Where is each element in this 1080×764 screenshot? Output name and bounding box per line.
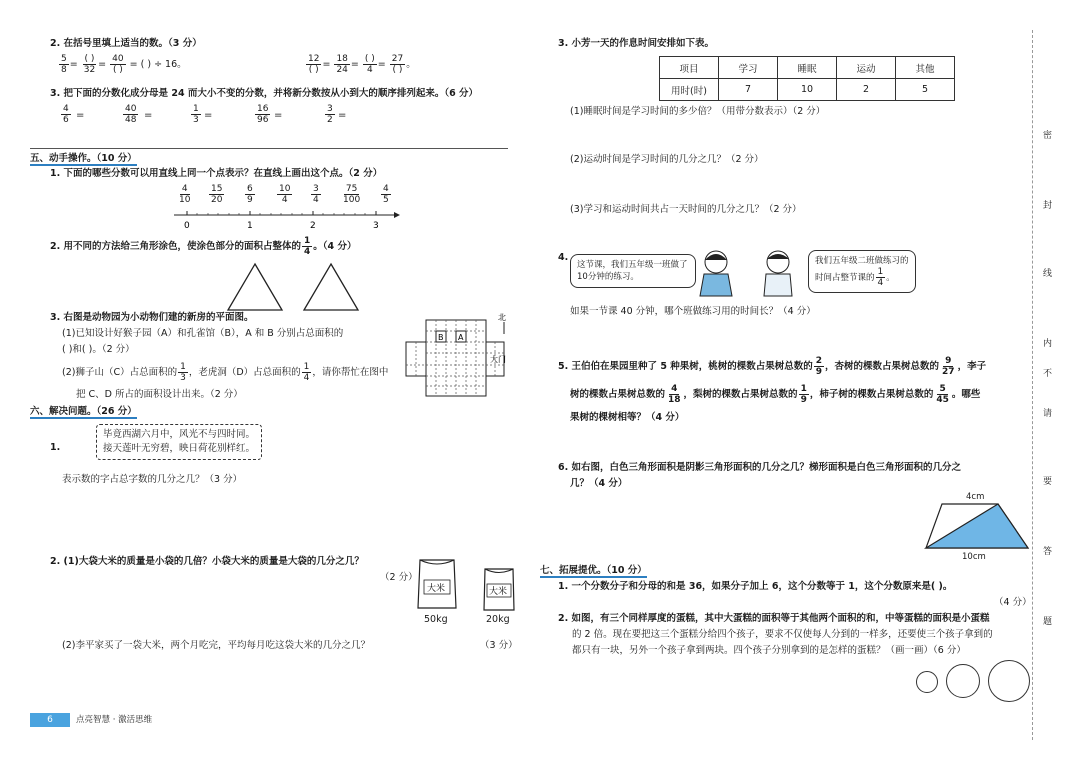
trapezoid-bottom-label: 10cm [962, 552, 986, 562]
table-cell: 其他 [896, 57, 955, 79]
q2-equation-1: $\frac{5}{8}$ = $\frac{( )}{32}$ = $\frac{40}{( )}$ = ( ) ÷ 16。 [61, 54, 187, 75]
tick-2: 2 [310, 221, 316, 231]
r-s7-q2-b: 的 2 倍。现在要把这三个蛋糕分给四个孩子，要求不仅使每人分到的一样多，还要使三个孩子拿到的 [572, 629, 993, 640]
schedule-table [659, 56, 955, 101]
small-bag-label: 大米 [489, 587, 508, 597]
s5-q3-1b: ( )和( )。（2 分） [62, 344, 135, 355]
q2-title: 2. 在括号里填上适当的数。（3 分） [50, 38, 202, 49]
r-q3-3: (3)学习和运动时间共占一天时间的几分之几？（2 分） [570, 204, 802, 215]
s5-q3-1a: (1)已知设计好猴子园（A）和孔雀馆（B），A 和 B 分别占总面积的 [62, 328, 344, 339]
table-cell: 项目 [660, 57, 719, 79]
trapezoid-top-label: 4cm [966, 492, 985, 502]
big-bag-weight: 50kg [424, 614, 448, 625]
table-cell: 运动 [837, 57, 896, 79]
r-s7-q2-a: 2. 如图，有三个同样厚度的蛋糕，其中大蛋糕的面积等于其他两个面积的和，中等蛋糕的面积是小蛋糕 [558, 613, 990, 624]
r-q5-line2: 树的棵数占果树总数的 $\frac{4}{18}$ ，梨树的棵数占果树总数的 $\frac{1}{9}$ ，柿子树的棵数占果树总数的 $\frac{5}{45}$ 。哪些 [570, 384, 981, 405]
side-char: 封 [1043, 201, 1053, 211]
medium-cake-circle [946, 664, 980, 698]
s6-q1-num: 1. [50, 442, 61, 453]
q3-fractions: $\frac{4}{6}$ = $\frac{40}{48}$ = $\frac{1}{3}$ = $\frac{16}{96}$ = $\frac{3}{2}$ = [63, 104, 347, 125]
section-divider [30, 148, 508, 149]
s6-q2-2-points: （3 分） [480, 640, 518, 651]
table-cell: 2 [837, 79, 896, 101]
small-bag-weight: 20kg [486, 614, 510, 625]
zoo-floor-plan [404, 312, 514, 402]
girl-student-illustration [694, 248, 738, 298]
plan-label-b: B [438, 333, 444, 342]
r-q6-line2: 几？（4 分） [570, 478, 628, 489]
s6-q1-question: 表示数的字占总字数的几分之几？（3 分） [62, 474, 243, 485]
footer-brand: 点亮智慧 · 激活思维 [76, 715, 153, 725]
side-char: 线 [1043, 269, 1053, 279]
side-char: 题 [1043, 617, 1053, 627]
q2-equation-2: $\frac{12}{( )}$ = $\frac{18}{24}$ = $\frac{( )}{4}$ = $\frac{27}{( )}$ 。 [308, 54, 416, 75]
poem-box [96, 424, 262, 460]
tick-1: 1 [247, 221, 253, 231]
triangle-2[interactable] [302, 262, 360, 312]
side-char: 不 [1043, 369, 1053, 379]
s6-q2-2: (2)李平家买了一袋大米，两个月吃完，平均每月吃这袋大米的几分之几？ [62, 640, 370, 651]
table-cell: 学习 [719, 57, 778, 79]
speech-bubble-2: 我们五年级二班做练习的时间占整节课的 $\frac{1}{4}$ 。 [808, 250, 916, 293]
s5-q3-2d: 把 C、D 所占的面积设计出来。（2 分） [76, 389, 243, 400]
table-cell: 5 [896, 79, 955, 101]
s5-q1-fractions: $\frac{4}{10}$ $\frac{15}{20}$ $\frac{6}{9}$ $\frac{10}{4}$ $\frac{3}{4}$ $\frac{75}{100}$ $\frac{4}{5}$ [179, 184, 389, 205]
boy-student-illustration [756, 248, 800, 298]
gate-label: 大门 [490, 355, 506, 364]
r-s7-q2-c: 都只有一块，另外一个孩子拿到两块。四个孩子分别拿到的是怎样的蛋糕？（画一画）（6 分） [572, 645, 966, 656]
small-rice-bag [482, 566, 516, 612]
table-row [660, 79, 955, 101]
big-bag-label: 大米 [427, 584, 446, 594]
q3-title: 3. 把下面的分数化成分母是 24 而大小不变的分数，并将新分数按从小到大的顺序排列起来。（6 分） [50, 88, 479, 99]
table-cell: 用时(时) [660, 79, 719, 101]
s5-q2: 2. 用不同的方法给三角形涂色，使涂色部分的面积占整体的 $\frac{1}{4}$ 。（4 分） [50, 236, 357, 257]
big-rice-bag [416, 556, 458, 612]
page-number: 6 [30, 713, 70, 727]
side-char: 答 [1043, 547, 1053, 557]
r-q5-line1: 5. 王伯伯在果园里种了 5 种果树，桃树的棵数占果树总数的 $\frac{2}{9}$ ，杏树的棵数占果树总数的 $\frac{9}{27}$ ，李子 [558, 356, 987, 377]
r-q3-title: 3. 小芳一天的作息时间安排如下表。 [558, 38, 715, 49]
large-cake-circle [988, 660, 1030, 702]
poem-line-2: 接天莲叶无穷碧，映日荷花别样红。 [103, 443, 256, 454]
poem-line-1: 毕竟西湖六月中，风光不与四时同。 [103, 429, 256, 440]
table-row [660, 57, 955, 79]
binding-dashed-line [1032, 30, 1033, 740]
section-5-title: 五、动手操作。（10 分） [30, 153, 137, 164]
r-q4-num: 4. [558, 252, 569, 263]
triangle-1[interactable] [226, 262, 284, 312]
trapezoid-figure [922, 500, 1034, 552]
s5-q3-2: (2)狮子山（C）占总面积的 $\frac{1}{3}$ ，老虎洞（D）占总面积的 $\frac{1}{4}$ ，请你帮忙在图中 [62, 362, 389, 383]
r-q6-line1: 6. 如右图，白色三角形面积是阴影三角形面积的几分之几？梯形面积是白色三角形面积的几分之 [558, 462, 962, 473]
small-cake-circle [916, 671, 938, 693]
speech-bubble-1: 这节课，我们五年级一班做了10分钟的练习。 [570, 254, 696, 288]
north-label: 北 [498, 313, 506, 322]
section-7-title: 七、拓展提优。（10 分） [540, 565, 647, 576]
side-char: 请 [1043, 409, 1053, 419]
s6-q2-1-points: （2 分） [380, 572, 418, 583]
tick-3: 3 [373, 221, 379, 231]
r-q5-line3: 果树的棵树相等？（4 分） [570, 412, 685, 423]
r-q3-1: (1)睡眠时间是学习时间的多少倍？（用带分数表示）（2 分） [570, 106, 826, 117]
table-cell: 7 [719, 79, 778, 101]
side-char: 密 [1043, 131, 1053, 141]
r-s7-q1-points: （4 分） [994, 597, 1032, 608]
plan-label-a: A [458, 333, 464, 342]
r-q3-2: (2)运动时间是学习时间的几分之几？（2 分） [570, 154, 764, 165]
r-s7-q1: 1. 一个分数分子和分母的和是 36，如果分子加上 6，这个分数等于 1，这个分数原来是( )。 [558, 581, 953, 592]
table-cell: 10 [778, 79, 837, 101]
number-line [172, 208, 402, 232]
tick-0: 0 [184, 221, 190, 231]
table-cell: 睡眠 [778, 57, 837, 79]
s6-q2-1: 2. (1)大袋大米的质量是小袋的几倍？小袋大米的质量是大袋的几分之几？ [50, 556, 364, 567]
s5-q1: 1. 下面的哪些分数可以用直线上同一个点表示？在直线上画出这个点。（2 分） [50, 168, 383, 179]
side-char: 内 [1043, 339, 1053, 349]
side-char: 要 [1043, 477, 1053, 487]
s5-q3: 3. 右图是动物园为小动物们建的新房的平面图。 [50, 312, 254, 323]
section-6-title: 六、解决问题。（26 分） [30, 406, 137, 417]
r-q4-question: 如果一节课 40 分钟，哪个班做练习用的时间长？（4 分） [570, 306, 816, 317]
